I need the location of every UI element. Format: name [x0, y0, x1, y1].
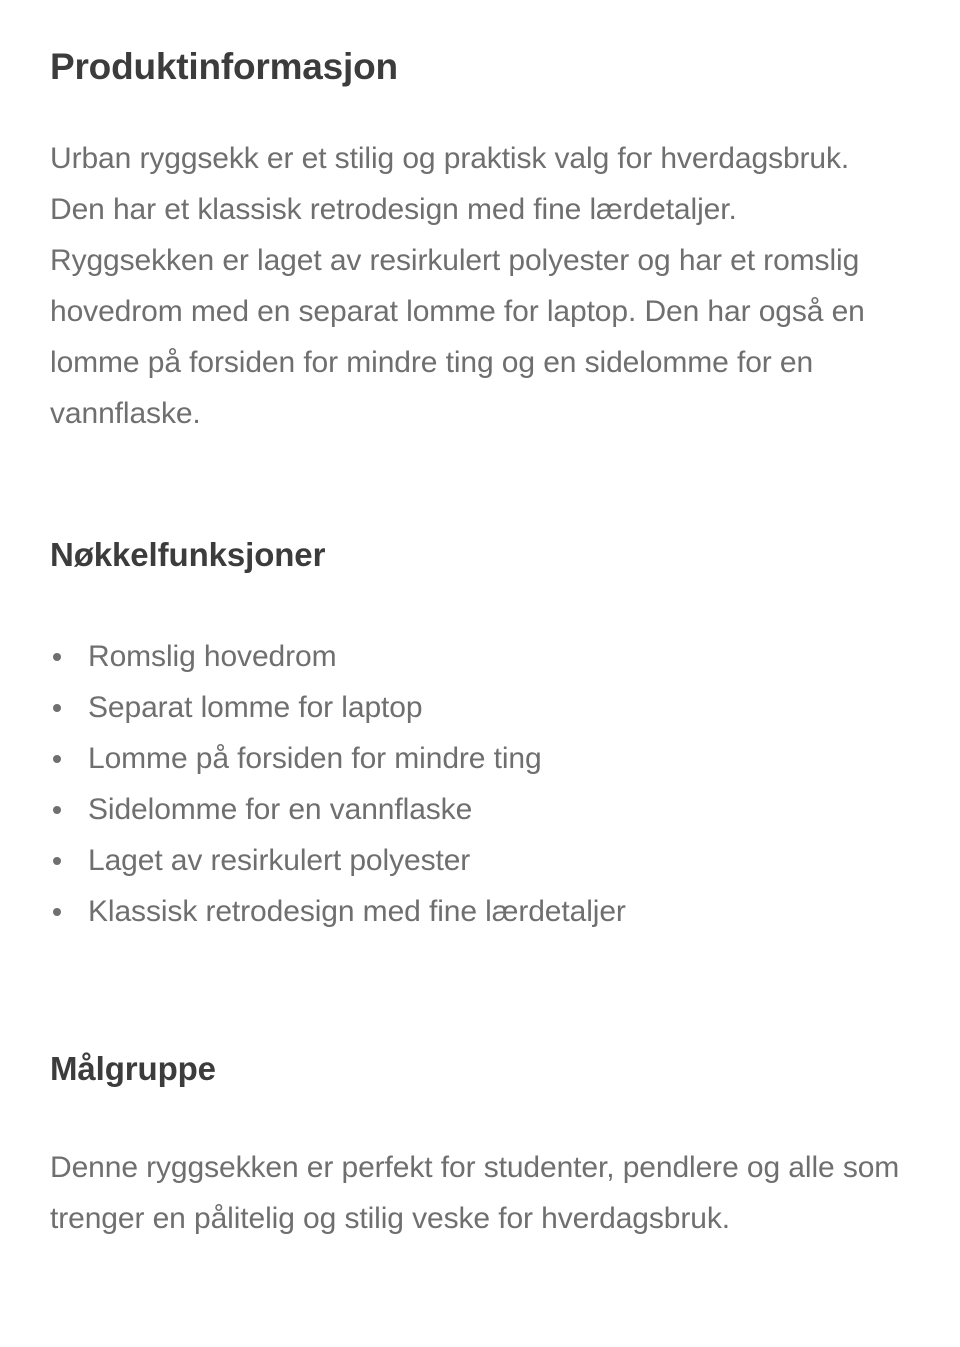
list-item-label: Lomme på forsiden for mindre ting [88, 742, 542, 776]
heading-spacer [50, 1090, 900, 1142]
list-item [50, 886, 900, 937]
list-item [50, 631, 900, 682]
list-item [50, 835, 900, 886]
bullet-icon [53, 857, 61, 865]
list-item-label: Laget av resirkulert polyester [88, 844, 471, 878]
list-item-label: Separat lomme for laptop [88, 691, 423, 725]
bullet-icon [53, 908, 61, 916]
list-item [50, 784, 900, 835]
bullet-icon [53, 704, 61, 712]
list-item-label: Sidelomme for en vannflaske [88, 793, 473, 827]
audience-heading: Målgruppe [50, 1050, 216, 1088]
list-item [50, 733, 900, 784]
list-item-label: Klassisk retrodesign med fine lærdetaljer [88, 895, 626, 929]
heading-spacer [50, 575, 900, 631]
list-item [50, 682, 900, 733]
bullet-icon [53, 755, 61, 763]
section-spacer [50, 439, 900, 535]
audience-paragraph: Denne ryggsekken er perfekt for studenter, pendlere og alle som trenger en pålitelig og stilig veske for hverdagsbruk. [50, 1150, 900, 1235]
bullet-icon [53, 653, 61, 661]
section-spacer [50, 937, 900, 1049]
intro-paragraph: Urban ryggsekk er et stilig og praktisk valg for hverdagsbruk. Den har et klassisk retrodesign med fine lærdetaljer. Ryggsekken er laget av resirkulert polyester og har et romslig hovedrom med en separat lomme for laptop. Den har også en lomme på forsiden for mindre ting og en sidelomme for en vannflaske. [50, 142, 865, 431]
features-heading: Nøkkelfunksjoner [50, 536, 326, 574]
page-title: Produktinformasjon [50, 46, 398, 87]
bullet-icon [53, 806, 61, 814]
list-item-label: Romslig hovedrom [88, 640, 337, 674]
key-features-list [50, 631, 900, 937]
